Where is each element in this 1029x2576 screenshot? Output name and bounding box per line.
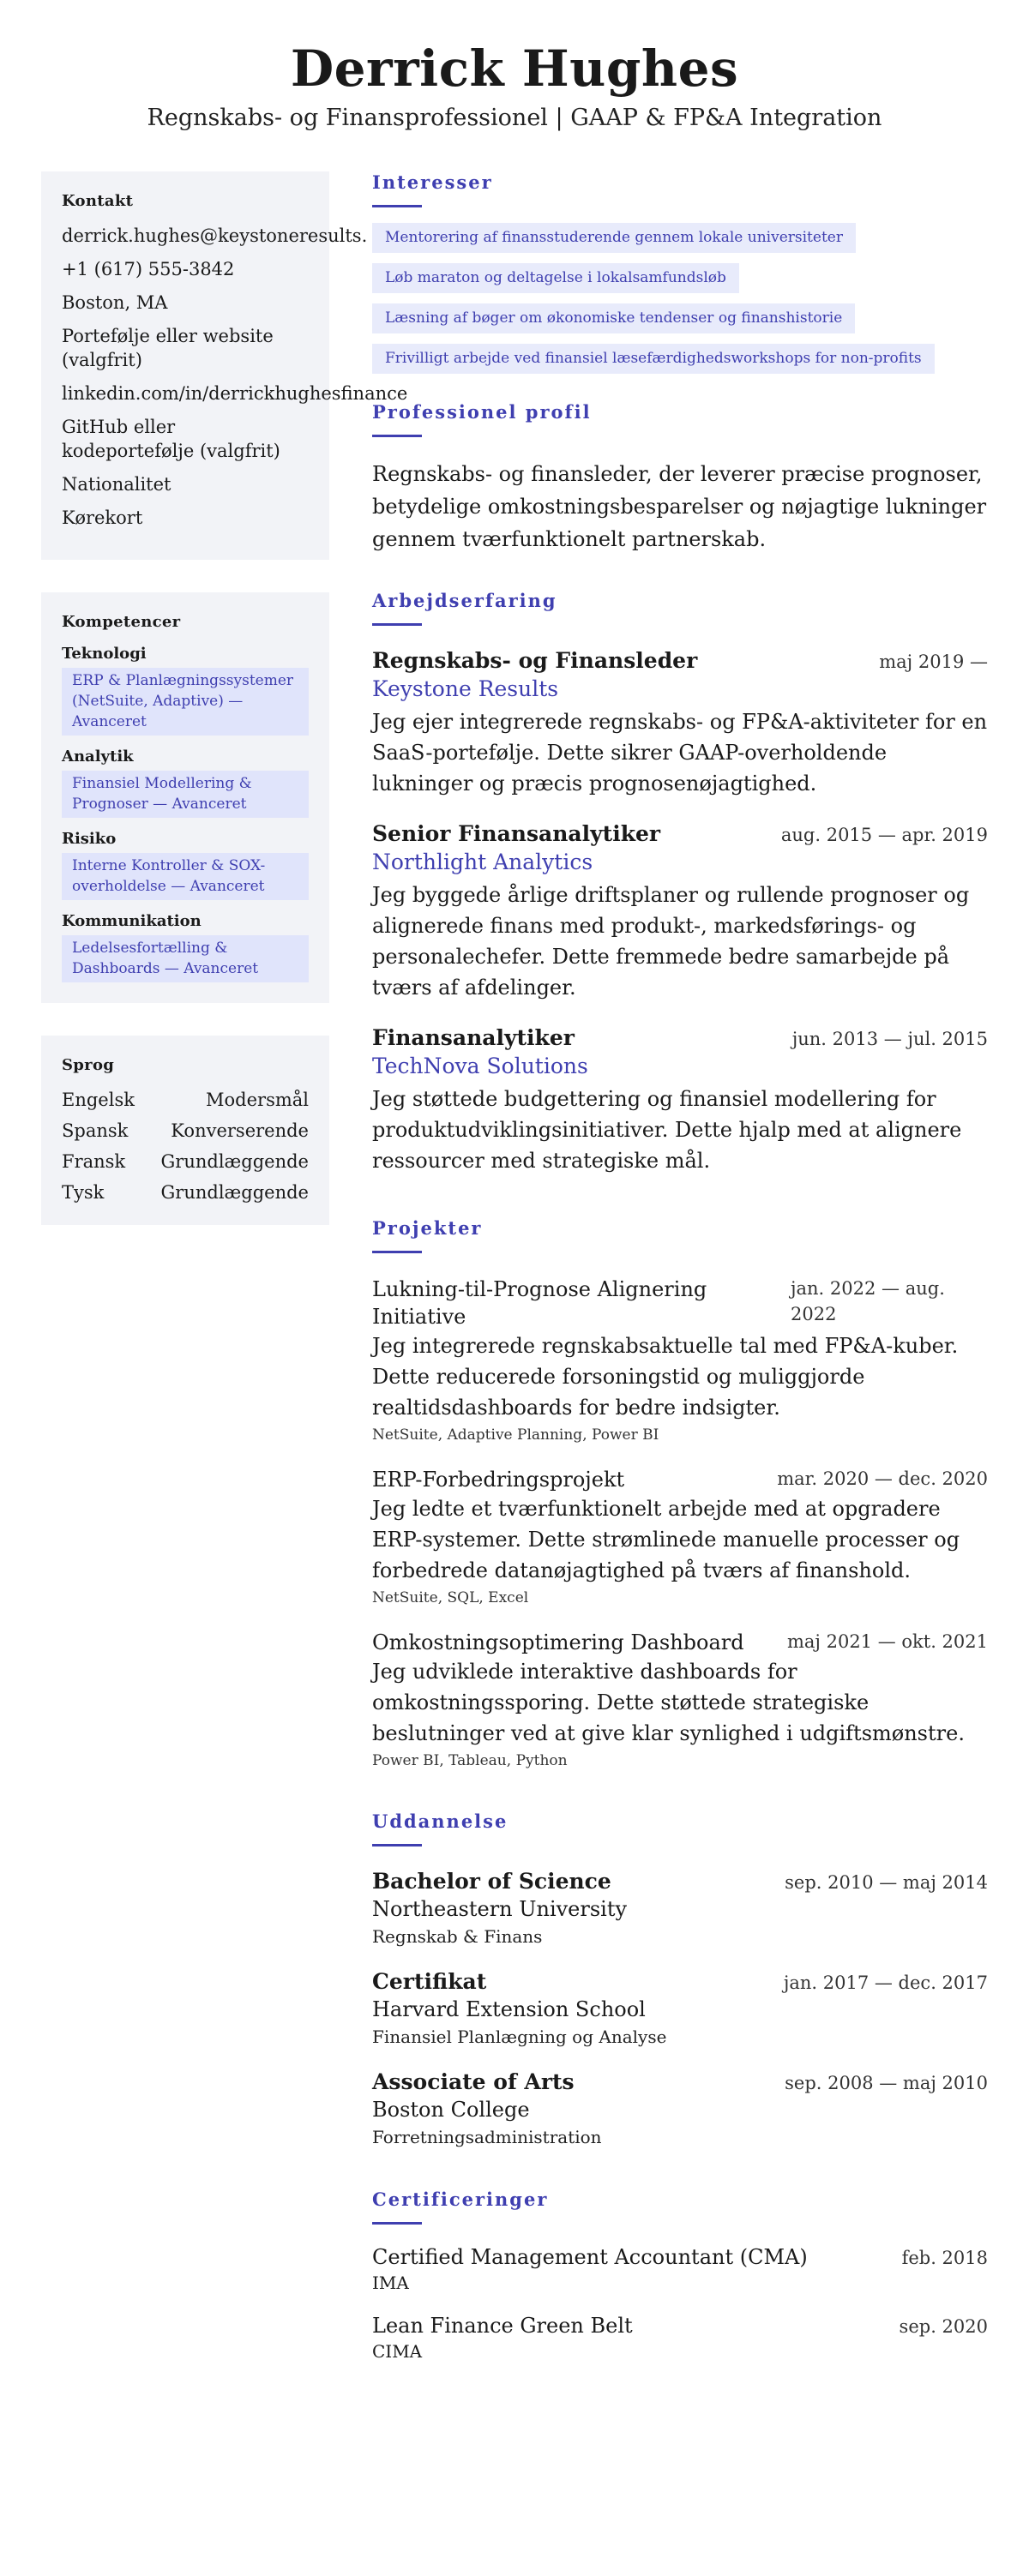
profile-title: Professionel profil <box>372 401 592 423</box>
education-header <box>372 1869 988 1894</box>
competency-group <box>62 645 309 736</box>
education-section <box>372 1810 988 2147</box>
job-description: Jeg støttede budgettering og finansiel modellering for produktudviklingsinitiativer. Dette hjalp med at alignere ressourcer med strategiske mål. <box>372 1087 962 1173</box>
section-rule <box>372 205 422 207</box>
section-rule <box>372 623 422 626</box>
language-row <box>62 1150 309 1174</box>
competency-tag: Interne Kontroller & SOX-overholdelse — Avanceret <box>62 853 309 900</box>
certifications-title: Certificeringer <box>372 2189 549 2210</box>
project-entry <box>372 1276 988 1444</box>
education-school: Harvard Extension School <box>372 1997 646 2021</box>
education-title: Uddannelse <box>372 1810 508 1832</box>
interest-tag: Læsning af bøger om økonomiske tendenser og finanshistorie <box>372 303 855 333</box>
education-header <box>372 1969 988 1994</box>
competency-tag: Ledelsesfortælling & Dashboards — Avanceret <box>62 935 309 982</box>
certification-entry <box>372 2314 988 2362</box>
interest-tag: Mentorering af finansstuderende gennem lokale universiteter <box>372 223 856 253</box>
job-company: Northlight Analytics <box>372 850 593 874</box>
contact-email[interactable]: derrick.hughes@keystoneresults. <box>62 225 368 246</box>
experience-title: Arbejdserfaring <box>372 590 557 611</box>
contact-box <box>41 171 408 560</box>
job-entry <box>372 1025 988 1176</box>
contact-location: Boston, MA <box>62 292 168 313</box>
education-date: jan. 2017 — dec. 2017 <box>783 1973 988 1993</box>
contact-license: Kørekort <box>62 507 143 528</box>
competency-group <box>62 830 309 900</box>
competency-tag: ERP & Planlægningssystemer (NetSuite, Adaptive) — Avanceret <box>62 668 309 736</box>
certification-entry <box>372 2245 988 2293</box>
candidate-name: Derrick Hughes <box>290 39 739 98</box>
project-tech: NetSuite, SQL, Excel <box>372 1589 529 1606</box>
project-date: maj 2021 — okt. 2021 <box>786 1631 988 1652</box>
job-date: jun. 2013 — jul. 2015 <box>791 1029 988 1049</box>
project-header <box>372 1629 988 1656</box>
job-title: Regnskabs- og Finansleder <box>372 648 698 673</box>
contact-nationality: Nationalitet <box>62 474 172 495</box>
project-tech: NetSuite, Adaptive Planning, Power BI <box>372 1426 659 1444</box>
certification-name: Lean Finance Green Belt <box>372 2314 633 2338</box>
education-entry <box>372 2069 988 2147</box>
section-rule <box>372 435 422 437</box>
language-level: Grundlæggende <box>160 1182 309 1203</box>
job-description: Jeg byggede årlige driftsplaner og rullende prognoser og alignerede finans med produkt-, markedsførings- og personalechefer. Dette fremmede bedre samarbejde på tværs af afdelinger. <box>372 883 970 1000</box>
certification-issuer: CIMA <box>372 2341 423 2362</box>
education-field: Forretningsadministration <box>372 2127 602 2147</box>
candidate-tagline: Regnskabs- og Finansprofessionel | GAAP & FP&A Integration <box>147 105 882 131</box>
main-column <box>372 171 988 2362</box>
job-description: Jeg ejer integrerede regnskabs- og FP&A-aktiviteter for en SaaS-portefølje. Dette sikrer GAAP-overholdende lukninger og præcis prognosenøjagtighed. <box>372 710 988 796</box>
language-name: Tysk <box>62 1182 105 1203</box>
language-name: Fransk <box>62 1151 126 1172</box>
section-rule <box>372 2222 422 2225</box>
education-entry <box>372 1969 988 2047</box>
competency-group <box>62 748 309 818</box>
education-field: Finansiel Planlægning og Analyse <box>372 2027 667 2047</box>
education-date: sep. 2008 — maj 2010 <box>785 2073 988 2093</box>
education-school: Northeastern University <box>372 1897 628 1921</box>
project-date: mar. 2020 — dec. 2020 <box>777 1468 988 1489</box>
contact-portfolio[interactable]: Portefølje eller website (valgfrit) <box>62 326 274 370</box>
job-header <box>372 821 988 846</box>
language-name: Engelsk <box>62 1090 135 1110</box>
interests-title: Interesser <box>372 171 493 193</box>
languages-title: Sprog <box>62 1056 115 1074</box>
competencies-title: Kompetencer <box>62 613 181 631</box>
job-title: Finansanalytiker <box>372 1025 575 1050</box>
profile-section <box>372 401 988 555</box>
language-row <box>62 1119 309 1143</box>
experience-section <box>372 590 988 1176</box>
job-company: TechNova Solutions <box>372 1054 588 1078</box>
job-date: aug. 2015 — apr. 2019 <box>780 825 988 845</box>
project-header <box>372 1466 988 1493</box>
resume-header <box>0 0 1029 131</box>
language-level: Grundlæggende <box>160 1151 309 1172</box>
job-company: Keystone Results <box>372 676 559 701</box>
project-title: Lukning-til-Prognose Alignering Initiative <box>372 1277 707 1329</box>
project-header <box>372 1276 988 1330</box>
competency-category: Teknologi <box>62 645 147 663</box>
language-level: Modersmål <box>206 1090 309 1110</box>
education-school: Boston College <box>372 2098 530 2122</box>
language-row <box>62 1088 309 1112</box>
education-entry <box>372 1869 988 1947</box>
contact-title: Kontakt <box>62 192 134 210</box>
job-header <box>372 1025 988 1050</box>
competencies-box <box>41 592 329 1003</box>
job-entry <box>372 648 988 799</box>
contact-phone[interactable]: +1 (617) 555-3842 <box>62 259 235 279</box>
languages-box <box>41 1036 329 1225</box>
competency-category: Risiko <box>62 830 117 848</box>
interest-tag: Løb maraton og deltagelse i lokalsamfundsløb <box>372 263 739 293</box>
certification-header <box>372 2314 988 2338</box>
education-degree: Associate of Arts <box>372 2069 575 2094</box>
education-degree: Certifikat <box>372 1969 487 1994</box>
project-entry <box>372 1466 988 1606</box>
project-description: Jeg udviklede interaktive dashboards for omkostningssporing. Dette støttede strategiske beslutninger ved at give klar synlighed i udgiftsmønstre. <box>372 1660 965 1745</box>
education-header <box>372 2069 988 2094</box>
projects-section <box>372 1217 988 1769</box>
certifications-section <box>372 2189 988 2362</box>
project-title: ERP-Forbedringsprojekt <box>372 1468 625 1492</box>
content-columns <box>41 171 988 2362</box>
interest-tag: Frivilligt arbejde ved finansiel læsefærdighedsworkshops for non-profits <box>372 344 935 374</box>
competency-category: Kommunikation <box>62 912 202 930</box>
contact-linkedin[interactable]: linkedin.com/in/derrickhughesfinance <box>62 383 408 404</box>
certification-date: sep. 2020 <box>899 2316 988 2337</box>
contact-github[interactable]: GitHub eller kodeportefølje (valgfrit) <box>62 417 280 461</box>
project-tech: Power BI, Tableau, Python <box>372 1752 568 1769</box>
language-level: Konverserende <box>171 1120 309 1141</box>
project-description: Jeg integrerede regnskabsaktuelle tal med FP&A-kuber. Dette reducerede forsoningstid og muliggjorde realtidsdashboards for bedre indsigter. <box>372 1334 959 1420</box>
job-entry <box>372 821 988 1003</box>
project-title: Omkostningsoptimering Dashboard <box>372 1630 744 1654</box>
interests-section <box>372 171 988 374</box>
education-field: Regnskab & Finans <box>372 1926 543 1947</box>
job-date: maj 2019 — <box>879 652 988 672</box>
competency-group <box>62 912 309 982</box>
job-header <box>372 648 988 673</box>
project-entry <box>372 1629 988 1769</box>
job-title: Senior Finansanalytiker <box>372 821 661 846</box>
certification-issuer: IMA <box>372 2273 409 2293</box>
education-date: sep. 2010 — maj 2014 <box>785 1872 988 1893</box>
language-name: Spansk <box>62 1120 129 1141</box>
section-rule <box>372 1251 422 1253</box>
competency-tag: Finansiel Modellering & Prognoser — Avanceret <box>62 771 309 818</box>
profile-text: Regnskabs- og finansleder, der leverer præcise prognoser, betydelige omkostningsbesparelser og nøjagtige lukninger gennem tværfunktionelt partnerskab. <box>372 462 987 551</box>
language-row <box>62 1180 309 1204</box>
certification-name: Certified Management Accountant (CMA) <box>372 2245 808 2269</box>
project-description: Jeg ledte et tværfunktionelt arbejde med at opgradere ERP-systemer. Dette strømlinede manuelle processer og forbedrede datanøjagtighed på tværs af finanshold. <box>372 1497 960 1582</box>
competency-category: Analytik <box>62 748 134 766</box>
section-rule <box>372 1844 422 1846</box>
project-date: jan. 2022 — aug. 2022 <box>791 1278 945 1324</box>
projects-title: Projekter <box>372 1217 483 1239</box>
certification-date: feb. 2018 <box>901 2248 988 2268</box>
interests-list <box>372 223 988 374</box>
education-degree: Bachelor of Science <box>372 1869 611 1894</box>
certification-header <box>372 2245 988 2269</box>
